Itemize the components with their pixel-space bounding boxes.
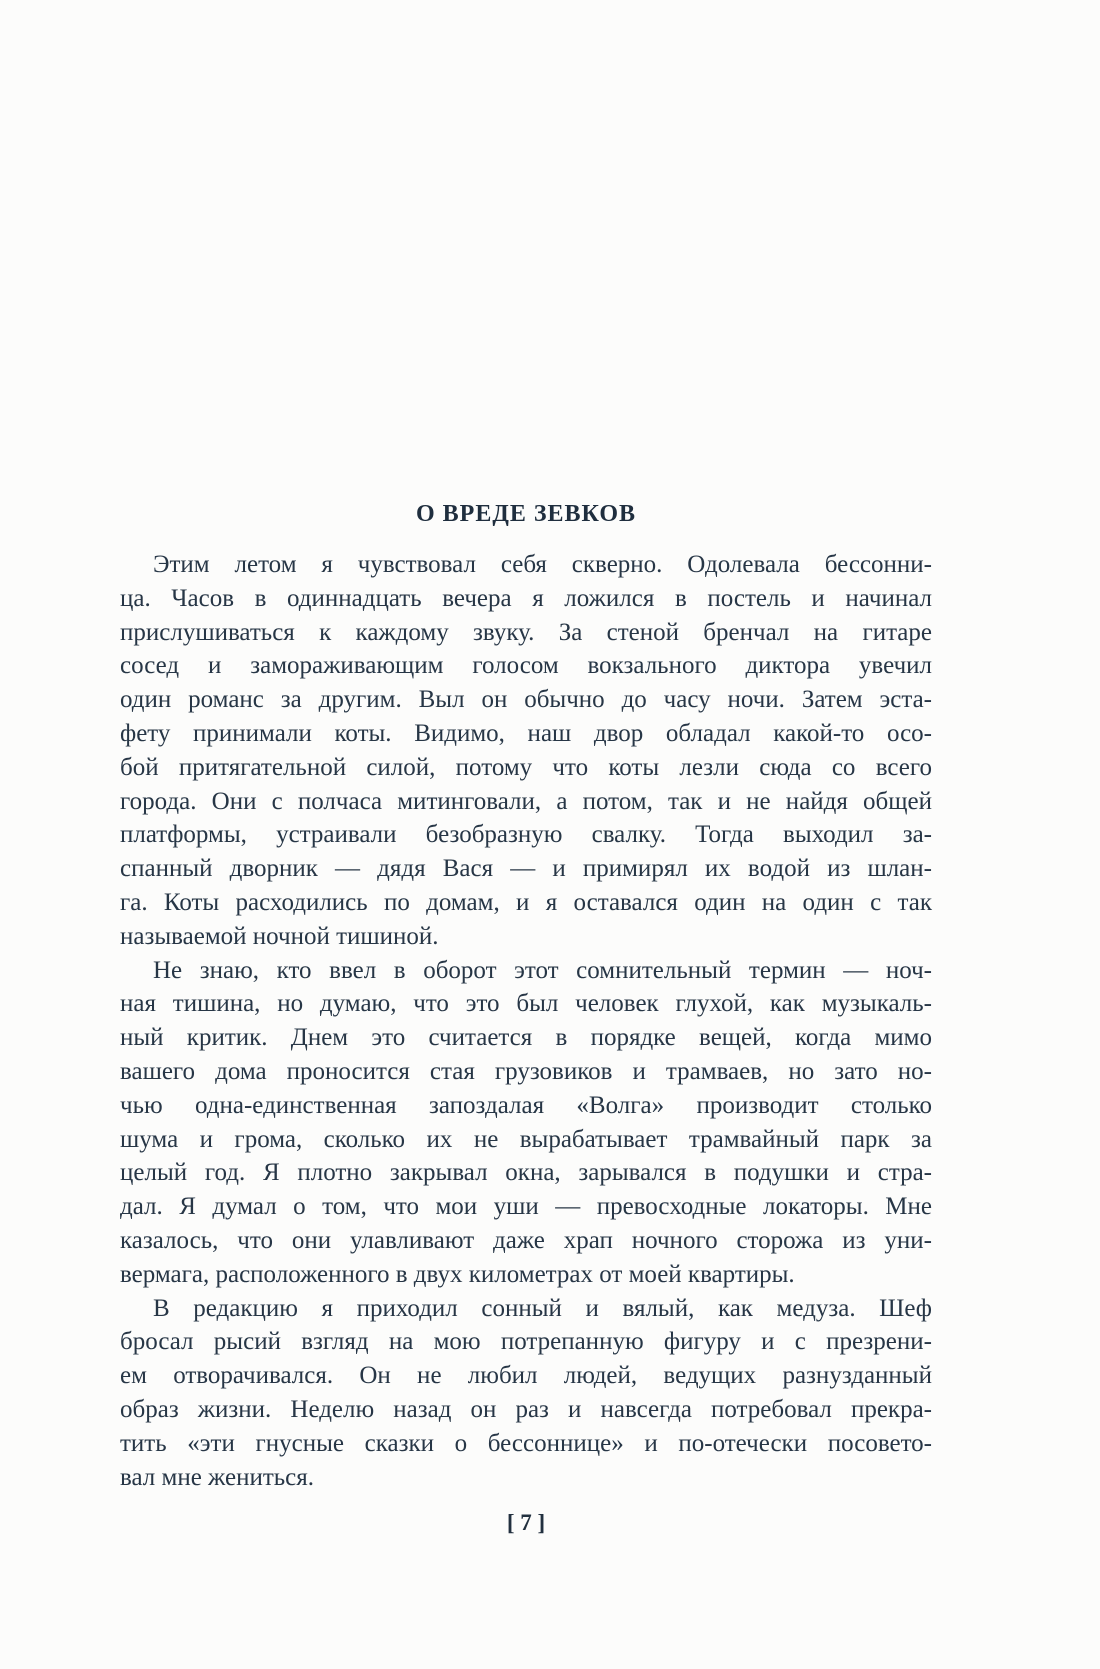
text-line: ная тишина, но думаю, что это был человек глухой, как музыкаль- bbox=[120, 990, 932, 1018]
text-block bbox=[120, 548, 932, 1494]
text-line: Этим летом я чувствовал себя скверно. Одолевала бессонни- bbox=[153, 551, 932, 578]
text-line: один романс за другим. Выл он обычно до часу ночи. Затем эста- bbox=[120, 686, 932, 714]
text-line: В редакцию я приходил сонный и вялый, как медуза. Шеф bbox=[153, 1294, 932, 1322]
text-line: ный критик. Днем это считается в порядке вещей, когда мимо bbox=[120, 1024, 932, 1052]
text-line: бой притягательной силой, потому что коты лезли сюда со всего bbox=[120, 753, 932, 781]
text-line: фету принимали коты. Видимо, наш двор обладал какой-то осо- bbox=[120, 719, 932, 747]
text-line: называемой ночной тишиной. bbox=[120, 922, 439, 950]
text-line: га. Коты расходились по домам, и я оставался один на один с так bbox=[120, 888, 932, 916]
paragraph bbox=[120, 954, 932, 1292]
paragraph bbox=[120, 1292, 932, 1495]
page-number: [ 7 ] bbox=[506, 1510, 546, 1535]
text-line: чью одна-единственная запоздалая «Волга» производит столько bbox=[120, 1091, 932, 1119]
text-line: шума и грома, сколько их не вырабатывает трамвайный парк за bbox=[120, 1125, 932, 1153]
text-line: города. Они с полчаса митинговали, а потом, так и не найдя общей bbox=[120, 787, 932, 815]
text-line: бросал рысий взгляд на мою потрепанную фигуру и с презрени- bbox=[120, 1328, 932, 1356]
text-line: казалось, что они улавливают даже храп ночного сторожа из уни- bbox=[120, 1226, 932, 1254]
paragraph bbox=[120, 548, 932, 954]
text-line: вашего дома проносится стая грузовиков и трамваев, но зато но- bbox=[120, 1057, 932, 1085]
text-line: Не знаю, кто ввел в оборот этот сомнительный термин — ноч- bbox=[153, 956, 932, 984]
text-line: прислушиваться к каждому звуку. За стеной бренчал на гитаре bbox=[120, 618, 932, 646]
text-line: дал. Я думал о том, что мои уши — превосходные локаторы. Мне bbox=[120, 1193, 932, 1221]
text-line: тить «эти гнусные сказки о бессоннице» и по-отечески посовето- bbox=[120, 1429, 932, 1457]
text-line: ем отворачивался. Он не любил людей, ведущих разнузданный bbox=[120, 1362, 932, 1390]
text-line: ца. Часов в одиннадцать вечера я ложился в постель и начинал bbox=[120, 584, 932, 612]
chapter-title: О ВРЕДЕ ЗЕВКОВ bbox=[415, 501, 637, 528]
text-line: вермага, расположенного в двух километрах от моей квартиры. bbox=[120, 1260, 795, 1288]
text-line: сосед и замораживающим голосом вокзального диктора увечил bbox=[120, 652, 932, 680]
text-line: платформы, устраивали безобразную свалку. Тогда выходил за- bbox=[120, 821, 932, 849]
text-line: целый год. Я плотно закрывал окна, зарывался в подушки и стра- bbox=[120, 1159, 932, 1187]
text-line: спанный дворник — дядя Вася — и примирял их водой из шлан- bbox=[120, 855, 932, 883]
text-line: вал мне жениться. bbox=[120, 1463, 315, 1491]
text-line: образ жизни. Неделю назад он раз и навсегда потребовал прекра- bbox=[120, 1395, 932, 1423]
